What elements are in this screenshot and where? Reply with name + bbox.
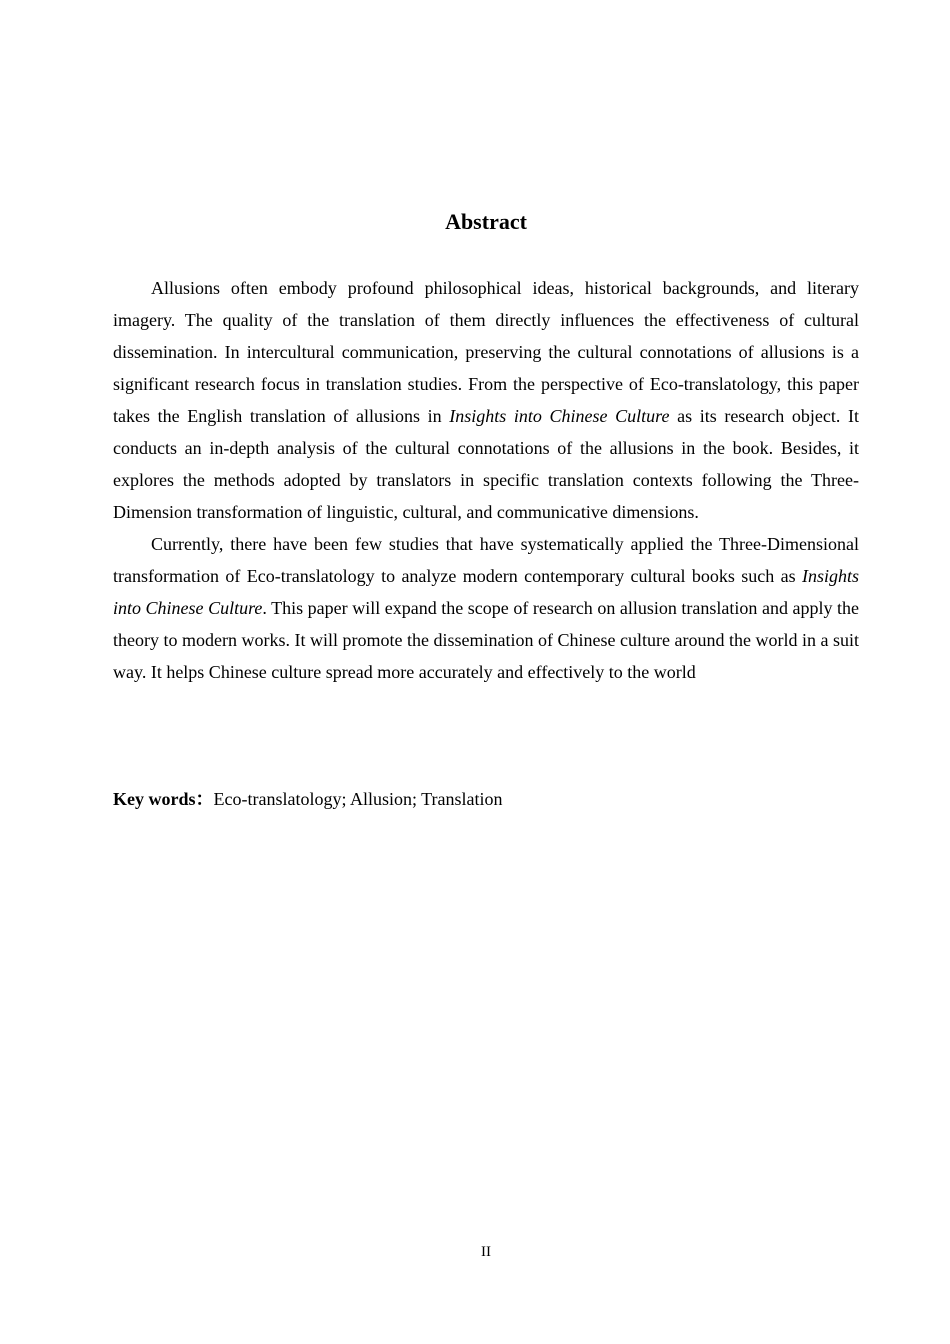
- book-title-italic: Insights into Chinese Culture: [449, 406, 670, 426]
- keywords-value: Eco-translatology; Allusion; Translation: [213, 789, 503, 809]
- keywords-label: Key words：: [113, 789, 214, 809]
- abstract-body: [113, 272, 859, 688]
- paragraph-1-run-1: Allusions often embody profound philosophical ideas, historical backgrounds, and literary imagery. The quality of the translation of them directly influences the effectiveness of cultural dissemination. In intercultural communication, preserving the cultural connotations of allusions is a significant research focus in translation studies. From the perspective of Eco-translatology, this paper takes the English translation of allusions in: [113, 278, 859, 426]
- paragraph-2-run-1: Currently, there have been few studies that have systematically applied the Three-Dimensional transformation of Eco-translatology to analyze modern contemporary cultural books such as: [113, 534, 859, 586]
- paragraph-2-run-3: . This paper will expand the scope of research on allusion translation and apply the theory to modern works. It will promote the dissemination of Chinese culture around the world in a suit way. It helps Chinese culture spread more accurately and effectively to the world: [113, 598, 860, 682]
- abstract-paragraph-1: [113, 272, 859, 528]
- abstract-paragraph-2: [113, 528, 859, 688]
- keywords-line: [113, 783, 859, 815]
- paragraph-1-run-3: as its research object. It conducts an in-depth analysis of the cultural connotations of the allusions in the book. Besides, it explores the methods adopted by translators in specific translation contexts following the Three-Dimension transformation of linguistic, cultural, and communicative dimensions.: [113, 406, 859, 522]
- abstract-heading: Abstract: [445, 209, 527, 234]
- page-number: II: [481, 1244, 491, 1260]
- book-title-italic: Insights into Chinese Culture: [113, 566, 859, 618]
